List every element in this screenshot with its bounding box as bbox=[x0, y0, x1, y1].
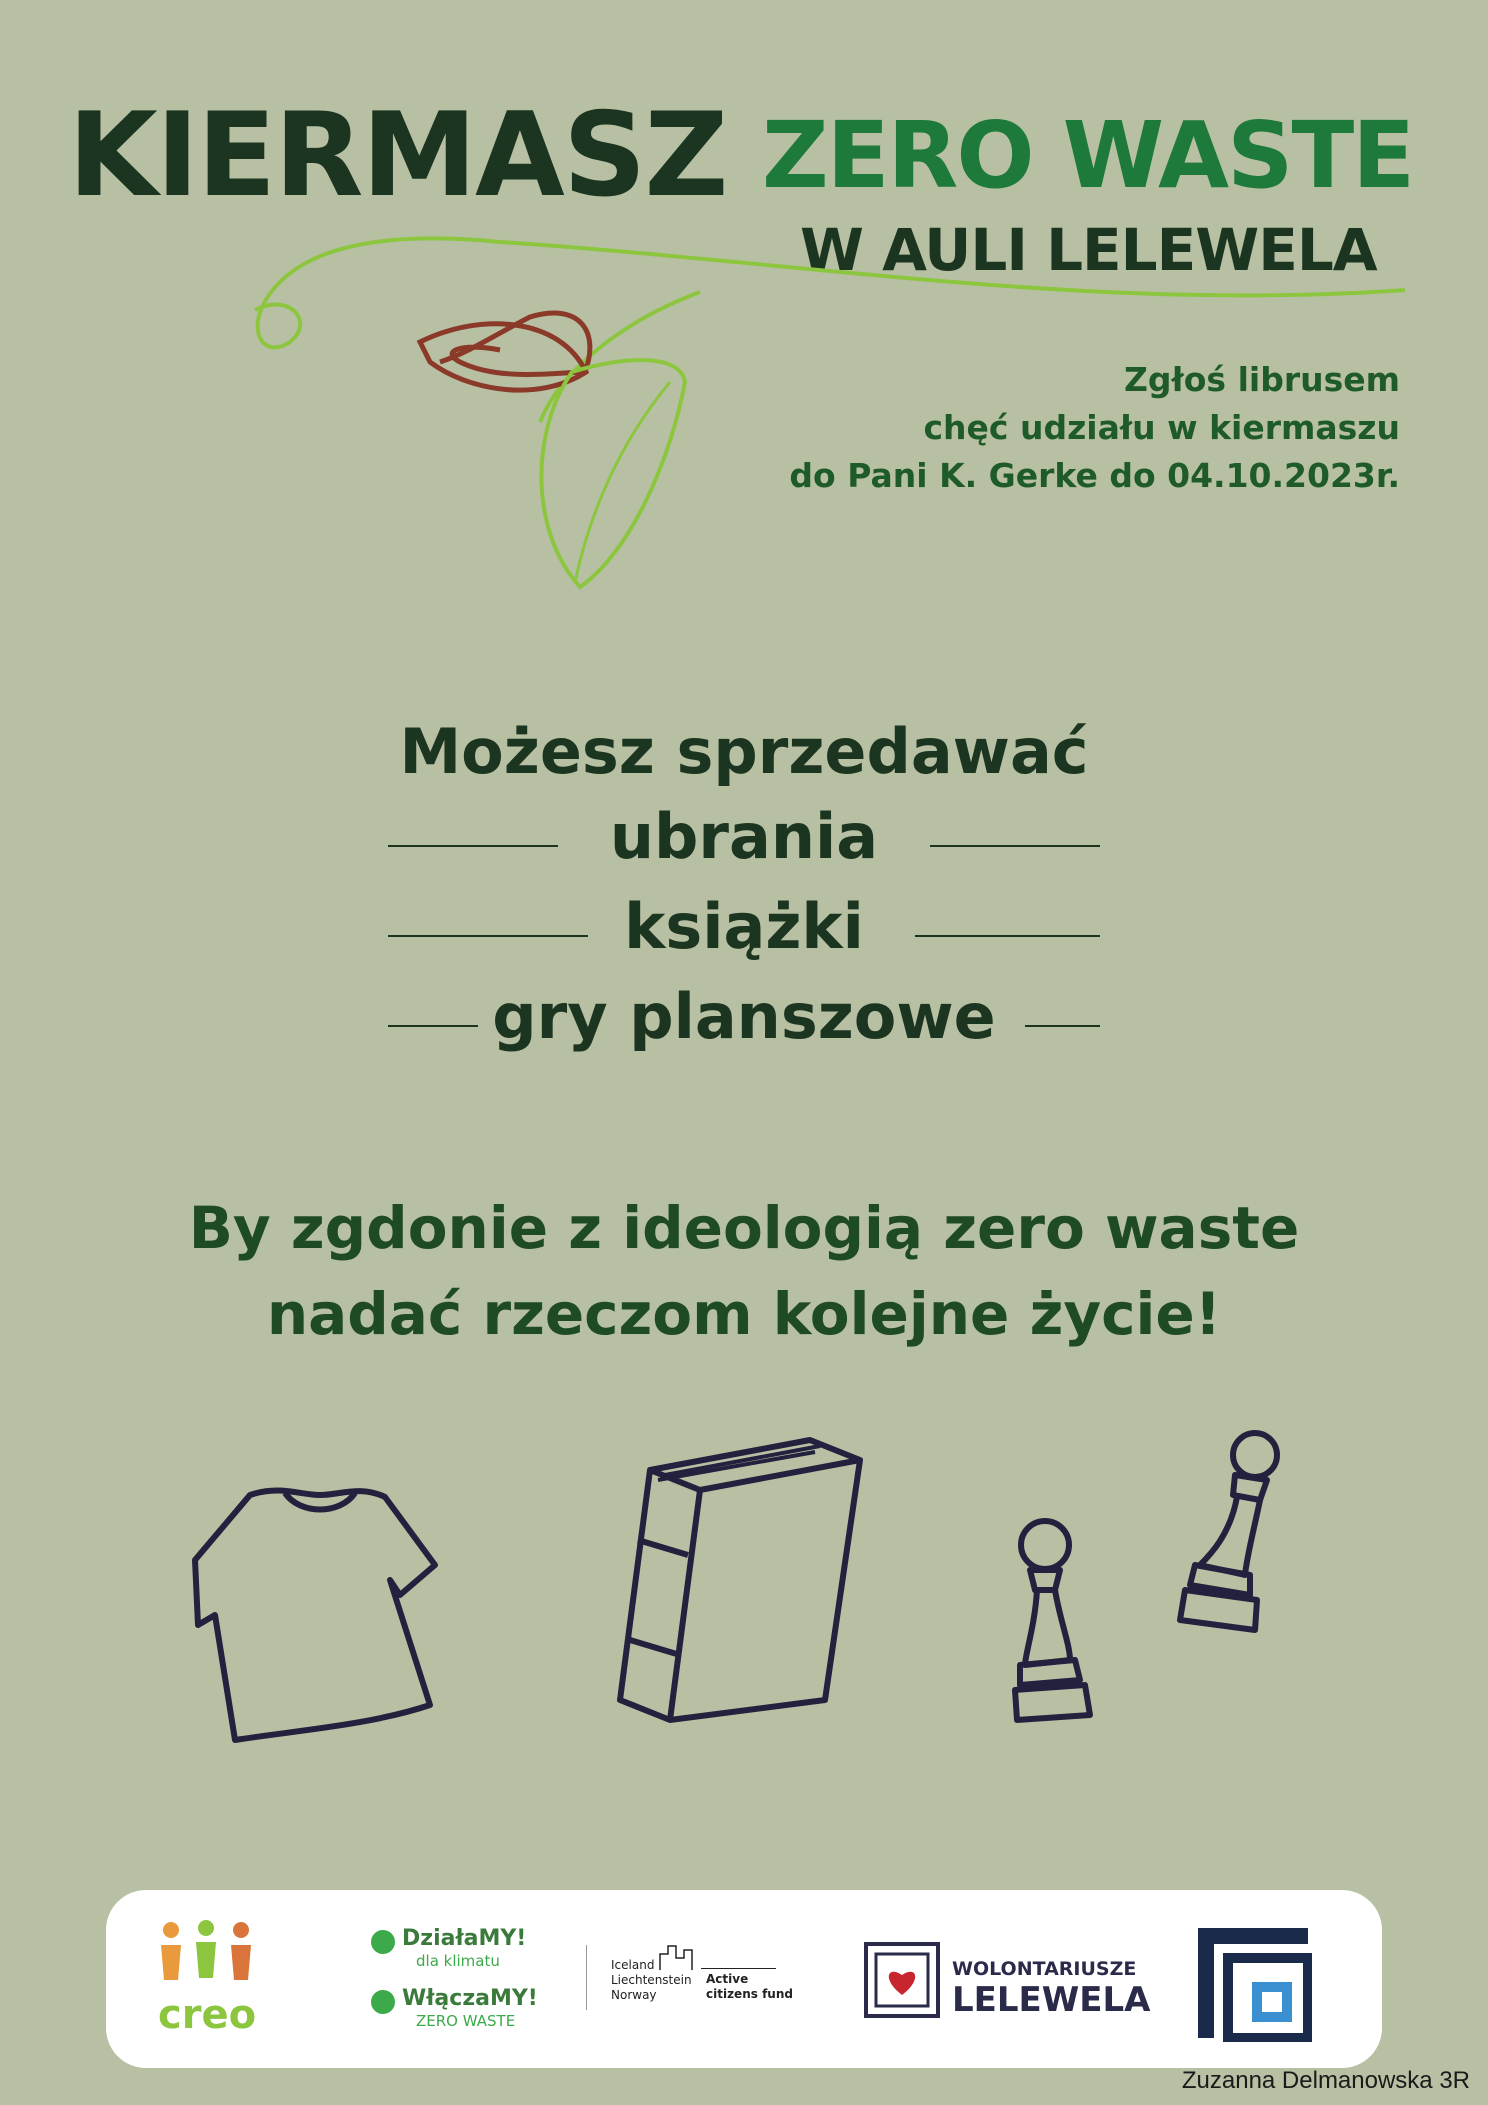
logo-divider bbox=[586, 1945, 587, 2010]
school-logo-icon bbox=[1194, 1924, 1312, 2042]
sell-item-row bbox=[388, 980, 1100, 1060]
wolontariusze-logo-icon bbox=[862, 1940, 942, 2025]
fund-name-2: citizens fund bbox=[706, 1987, 793, 2001]
wolontariusze-text-2: LELEWELA bbox=[952, 1980, 1151, 2020]
title-zero-waste: ZERO WASTE bbox=[762, 102, 1414, 209]
smile-icon bbox=[371, 1990, 395, 2014]
divider-line bbox=[915, 935, 1100, 937]
sell-item-row bbox=[388, 890, 1100, 970]
info-line-3: do Pani K. Gerke do 04.10.2023r. bbox=[789, 456, 1400, 495]
fund-country: Liechtenstein bbox=[611, 1973, 692, 1987]
info-line-2: chęć udziału w kiermaszu bbox=[923, 408, 1400, 447]
subtitle-location: W AULI LELEWELA bbox=[800, 216, 1377, 284]
sell-item-books: książki bbox=[624, 890, 864, 963]
slogan bbox=[0, 1185, 1488, 1357]
fund-name-1: Active bbox=[706, 1972, 749, 1986]
dzialamy-logo: DziałaMY! bbox=[402, 1926, 527, 1951]
wolontariusze-text-1: WOLONTARIUSZE bbox=[952, 1958, 1137, 1980]
creo-logo-icon bbox=[156, 1920, 256, 1990]
title-kiermasz: KIERMASZ bbox=[68, 88, 727, 223]
wlaczamy-logo: WłączaMY! bbox=[402, 1986, 538, 2011]
fund-country: Norway bbox=[611, 1988, 657, 2002]
author-credit: Zuzanna Delmanowska 3R bbox=[1181, 2067, 1470, 2094]
book-icon bbox=[610, 1430, 870, 1730]
sponsors-footer bbox=[106, 1890, 1382, 2068]
creo-logo-text: creo bbox=[158, 1992, 257, 2038]
fund-name bbox=[706, 1972, 793, 2002]
sell-item-row bbox=[388, 800, 1100, 880]
smile-icon bbox=[371, 1930, 395, 1954]
dzialamy-sub: dla klimatu bbox=[416, 1952, 500, 1970]
divider-line bbox=[930, 845, 1100, 847]
divider-line bbox=[1025, 1025, 1100, 1027]
info-line-1: Zgłoś librusem bbox=[1123, 360, 1400, 399]
sell-item-clothes: ubrania bbox=[609, 800, 879, 873]
sell-item-board-games: gry planszowe bbox=[492, 980, 996, 1053]
slogan-line-2: nadać rzeczom kolejne życie! bbox=[266, 1280, 1222, 1348]
wlaczamy-sub: ZERO WASTE bbox=[416, 2012, 516, 2030]
fund-country: Iceland bbox=[611, 1958, 655, 1972]
fund-rule bbox=[701, 1968, 776, 1969]
registration-info bbox=[789, 356, 1400, 500]
tshirt-icon bbox=[190, 1475, 450, 1745]
fund-skyline-icon bbox=[658, 1942, 698, 1972]
chess-pawns-icon bbox=[1005, 1425, 1305, 1755]
sell-heading: Możesz sprzedawać bbox=[399, 715, 1089, 788]
slogan-line-1: By zgdonie z ideologią zero waste bbox=[188, 1194, 1300, 1262]
